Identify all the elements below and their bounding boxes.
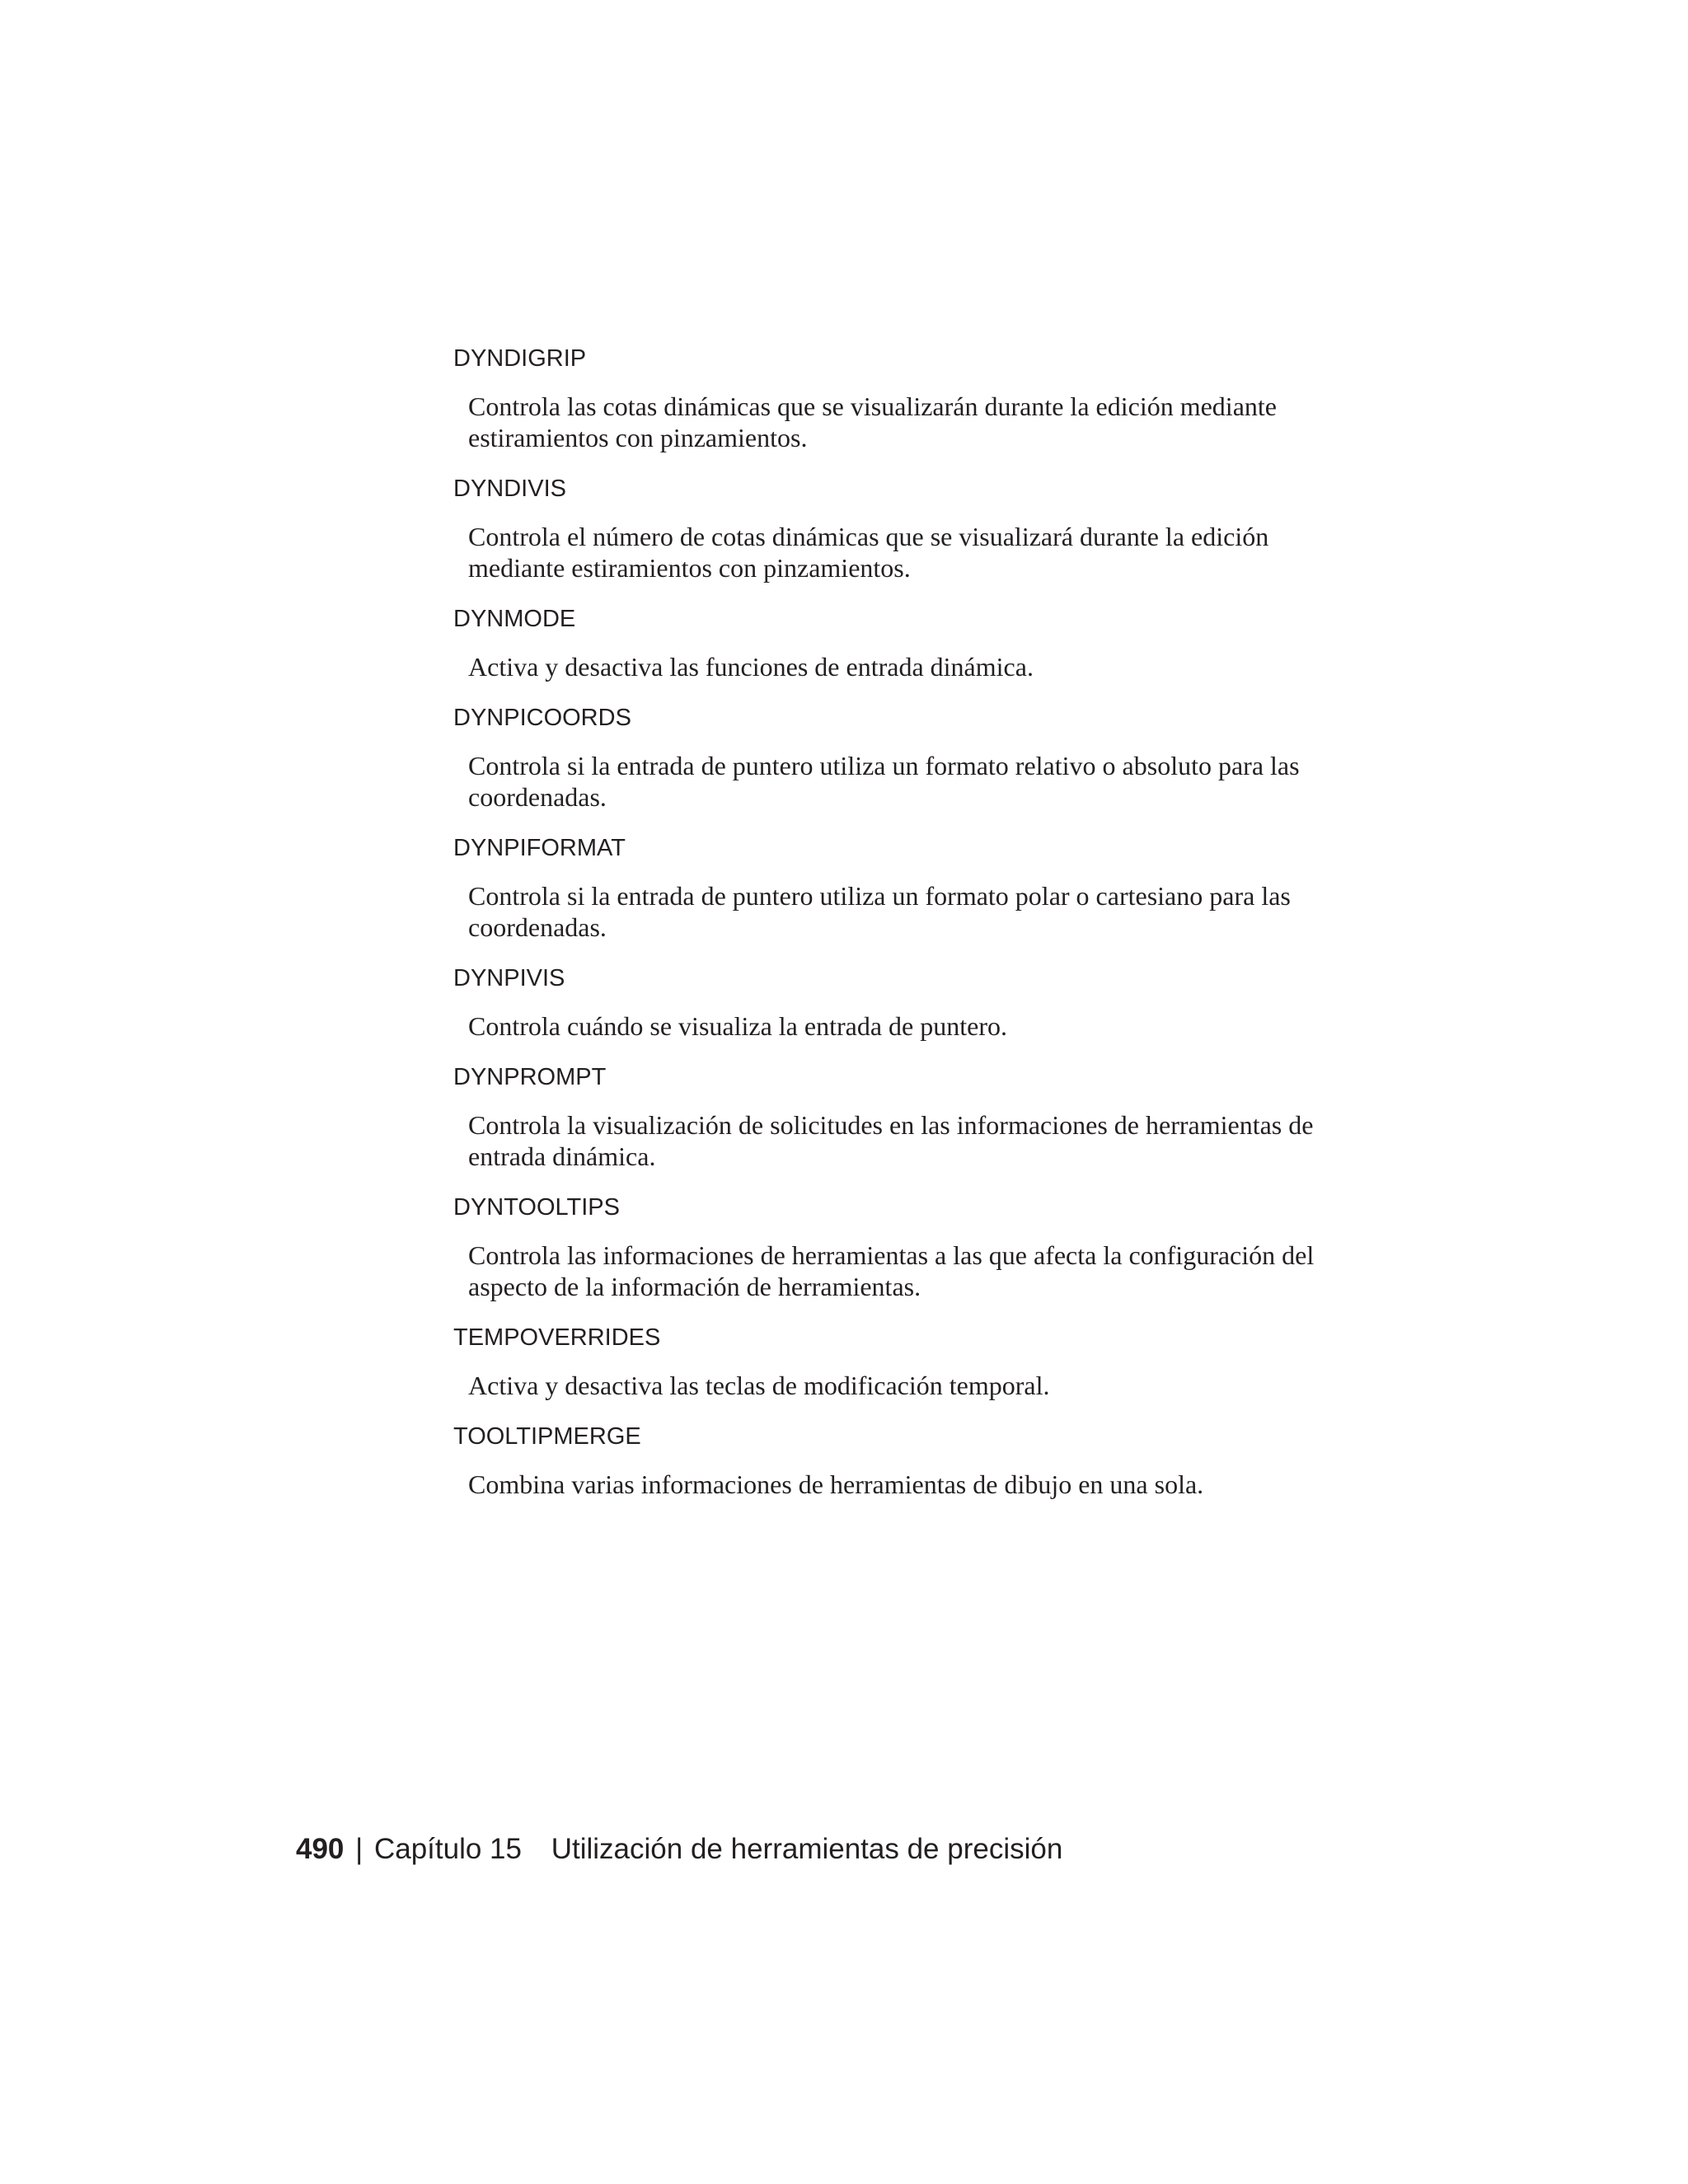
entry-term: DYNTOOLTIPS bbox=[453, 1194, 620, 1221]
entry-term: TEMPOVERRIDES bbox=[453, 1324, 661, 1351]
entry-term: DYNDIGRIP bbox=[453, 345, 587, 372]
entry-dynprompt bbox=[453, 1057, 1343, 1172]
entry-term: TOOLTIPMERGE bbox=[453, 1423, 641, 1450]
entry-term: DYNPICOORDS bbox=[453, 705, 631, 731]
page-footer bbox=[296, 1831, 1062, 1868]
footer-separator: | bbox=[355, 1833, 363, 1865]
entry-dynmode bbox=[453, 598, 1343, 682]
entry-term: DYNMODE bbox=[453, 606, 576, 632]
entry-term: DYNPIFORMAT bbox=[453, 835, 626, 861]
chapter-label: Capítulo 15 bbox=[373, 1833, 522, 1865]
entry-term: DYNPROMPT bbox=[453, 1064, 607, 1090]
entry-term: DYNPIVIS bbox=[453, 965, 565, 991]
entry-dyndivis bbox=[453, 468, 1343, 583]
entry-dynpivis bbox=[453, 958, 1343, 1042]
entry-dynpiformat bbox=[453, 827, 1343, 943]
entry-description: Controla las informaciones de herramientas a las que afecta la configuración del aspecto de la información de herramientas. bbox=[468, 1240, 1315, 1301]
entry-description: Activa y desactiva las funciones de entrada dinámica. bbox=[468, 652, 1034, 682]
entry-description: Controla la visualización de solicitudes en las informaciones de herramientas de entrada dinámica. bbox=[468, 1110, 1314, 1171]
entry-tooltipmerge bbox=[453, 1416, 1343, 1500]
entry-description: Controla si la entrada de puntero utiliza un formato relativo o absoluto para las coordenadas. bbox=[468, 751, 1300, 812]
entry-description: Controla las cotas dinámicas que se visualizarán durante la edición mediante estiramientos con pinzamientos. bbox=[468, 391, 1277, 452]
entry-dyntooltips bbox=[453, 1187, 1343, 1302]
entry-description: Activa y desactiva las teclas de modificación temporal. bbox=[468, 1371, 1050, 1400]
entry-dynpicoords bbox=[453, 697, 1343, 813]
entry-description: Controla el número de cotas dinámicas que se visualizará durante la edición mediante estiramientos con pinzamientos. bbox=[468, 522, 1269, 583]
entry-dyndigrip bbox=[453, 338, 1343, 453]
entry-tempoverrides bbox=[453, 1317, 1343, 1401]
page-number: 490 bbox=[296, 1833, 345, 1865]
entry-description: Combina varias informaciones de herramientas de dibujo en una sola. bbox=[468, 1469, 1204, 1499]
entry-term: DYNDIVIS bbox=[453, 476, 566, 502]
entry-description: Controla cuándo se visualiza la entrada de puntero. bbox=[468, 1011, 1007, 1041]
entry-description: Controla si la entrada de puntero utiliza un formato polar o cartesiano para las coordenadas. bbox=[468, 881, 1291, 942]
system-variable-list bbox=[453, 338, 1343, 1515]
chapter-title: Utilización de herramientas de precisión bbox=[551, 1833, 1063, 1865]
